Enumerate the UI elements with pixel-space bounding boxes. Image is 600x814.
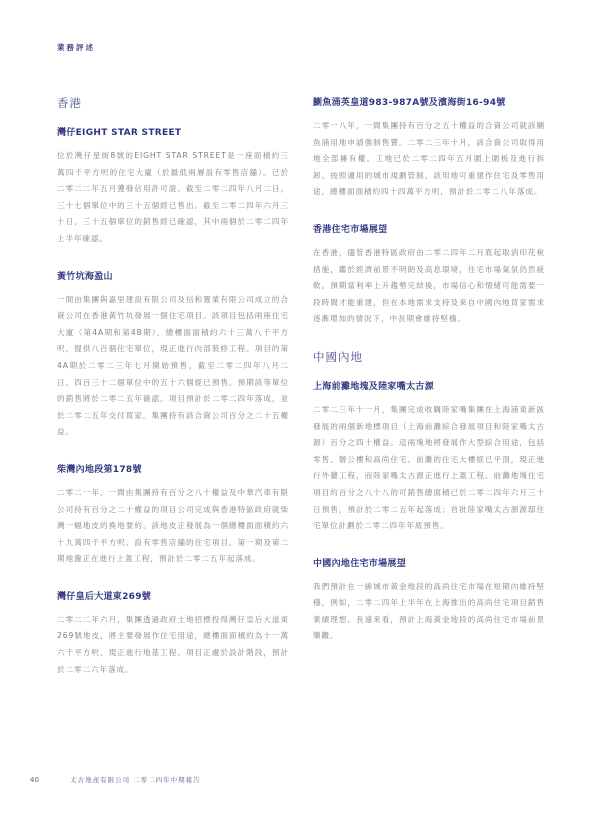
section-body-chai-wan: 二零二一年，一間由集團持有百分之八十權益及中華汽車有限公司持有百分之二十權益的項目公司完成與香港特區政府就柴灣一幅地皮的換地要約。該地皮正發展為一個總樓面面積約六十九萬四千平方呎、設有零售店舖的住宅項目。第一期及第二期地盤正在進行上蓋工程，預計於二零二五年起落成。	[57, 487, 289, 564]
section-title-wong-chuk-hang: 黃竹坑海盈山	[57, 271, 113, 282]
section-body-mainland-outlook: 我們預計在一線城市黃金地段的高尚住宅市場在短期內維持堅穩，例如，二零二四年上半年在上海推出的高尚住宅項目銷售業績理想。長遠來看，預計上海黃金地段的高尚住宅市場前景樂觀。	[313, 581, 545, 641]
section-title-eight-star-street: 灣仔EIGHT STAR STREET	[57, 128, 182, 138]
section-title-hk-outlook: 香港住宅市場展望	[313, 224, 388, 235]
region-heading-hong-kong: 香港	[57, 96, 82, 110]
page-number: 40	[30, 776, 39, 784]
section-title-queens-road-east: 灣仔皇后大道東269號	[57, 591, 152, 602]
region-heading-chinese-mainland: 中國內地	[313, 349, 363, 364]
section-body-quarry-bay: 二零一八年，一間集團持有百分之五十權益的合資公司就該鰂魚涌用地申請強制售賣。二零二三年十月，該合資公司取得用地全部擁有權。工地已於二零二四年五月圍上圍板及進行拆卸。按照適用的城市規劃管制，該用地可重建作住宅及零售用途，總樓面面積約四十四萬平方呎，預計於二零二八年落成。	[313, 121, 545, 197]
left-column	[57, 95, 289, 699]
section-body-eight-star-street: 位於灣仔星街8號的EIGHT STAR STREET是一座面積約三萬四千平方呎的住宅大廈（於最低兩層設有零售店舖）。已於二零二二年五月獲發佔用許可證。截至二零二四年八月二日，三十七個單位中的三十五個經已售出。截至二零二四年六月三十日，三十五個單位的銷售經已確認，其中兩個於二零二四年上半年確認。	[57, 151, 289, 243]
report-title: 太古地產有限公司 二零二四年中期報告	[70, 776, 201, 784]
section-title-quarry-bay: 鰂魚涌英皇道983-987A號及濱海街16-94號	[313, 98, 506, 108]
page-footer	[30, 775, 201, 784]
section-header: 業務評述	[57, 43, 95, 52]
section-title-chai-wan: 柴灣內地段第178號	[57, 464, 142, 475]
section-body-hk-outlook: 在香港，儘管香港特區政府由二零二四年二月底起取消印花稅措施，鑑於經濟前景不明朗及高息環境，住宅市場氣氛仍然疲軟。預期當利率上升趨勢完結後，市場信心和情緒可能需要一段時間才能重建，但在本地需求支持及來自中國內地買家需求逐漸增加的情況下，中長期會維持堅穩。	[313, 247, 545, 324]
section-body-wong-chuk-hang: 一間由集團與嘉里建設有限公司及信和置業有限公司成立的合資公司在香港黃竹坑發展一個住宅項目。該項目包括兩座住宅大廈（第4A期和第4B期），總樓面面積約六十三萬八千平方呎，提供八百個住宅單位，現正進行內部裝修工程。項目的第4A期於二零二三年七月開始預售，截至二零二四年八月二日，四百三十二個單位中的五十六個經已預售。預期該等單位的銷售將於二零二五年確認。項目預計於二零二四年落成，並於二零二五年交付買家。集團持有該合資公司百分之二十五權益。	[57, 294, 289, 437]
section-body-qiantan-lujiazui: 二零二三年十一月，集團完成收購陸家嘴集團在上海浦東新區發展的兩個新地標項目（上海前灘綜合發展項目和陸家嘴太古源）百分之四十權益。這兩塊地將發展作大型綜合用途，包括零售、辦公樓和高尚住宅。前灘的住宅大樓經已平頂，現正進行外牆工程，而陸家嘴太古源正進行上蓋工程。前灘地塊住宅項目約百分之八十八的可銷售總面積已於二零二四年六月三十日預售，預計於二零二五年起落成；首批陸家嘴太古源源邸住宅單位計劃於二零二四年年底預售。	[313, 404, 545, 531]
section-title-mainland-outlook: 中國內地住宅市場展望	[313, 558, 407, 569]
right-column	[313, 95, 545, 666]
section-title-qiantan-lujiazui: 上海前灘地塊及陸家嘴太古源	[313, 381, 434, 392]
section-body-queens-road-east: 二零二二年六月，集團透過政府土地招標投得灣仔皇后大道東269號地皮，將主要發展作住宅用途，總樓面面積約為十一萬六千平方呎，現正進行地基工程。項目正處於設計階段，預計於二零二六年落成。	[57, 614, 289, 674]
